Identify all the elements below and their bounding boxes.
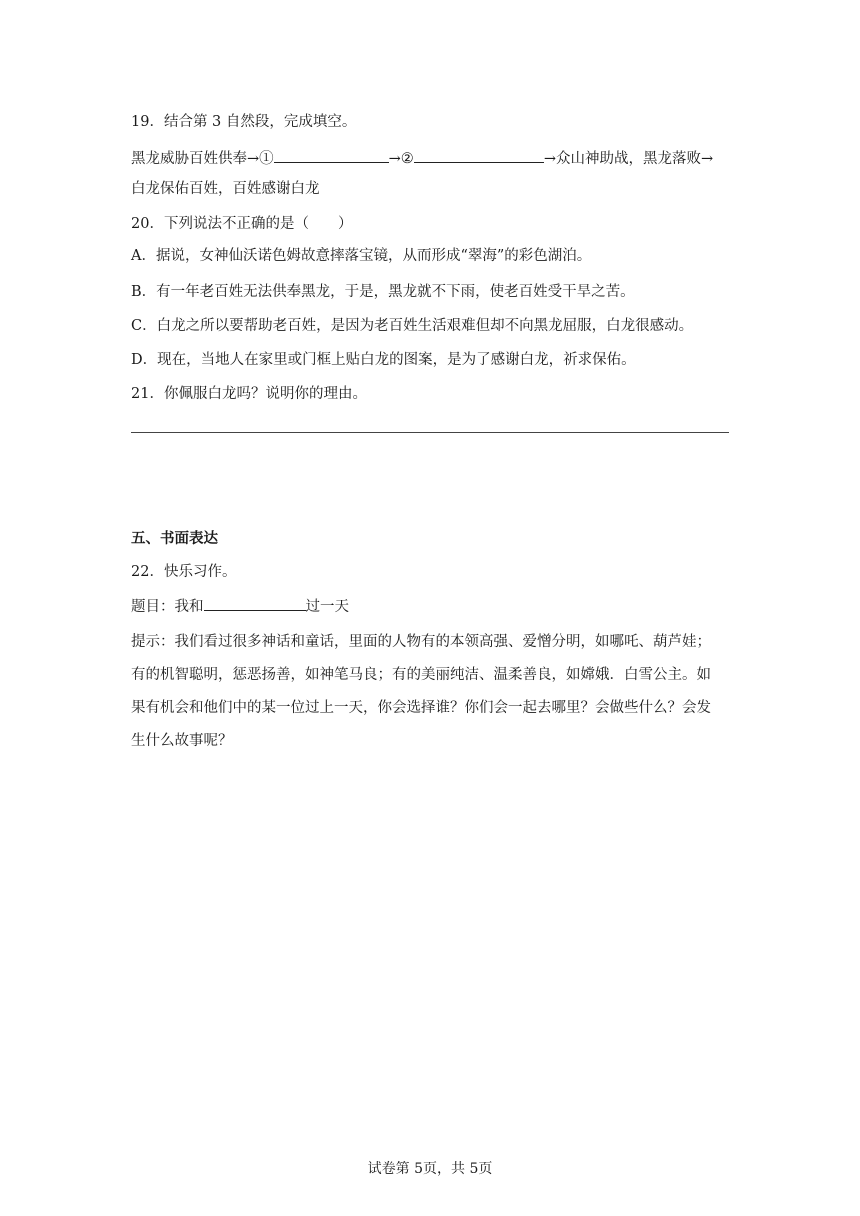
question-22-topic bbox=[131, 596, 349, 617]
page-footer: 试卷第 5页，共 5页 bbox=[367, 1161, 493, 1177]
hint-line-2: 有的机智聪明，惩恶扬善，如神笔马良；有的美丽纯洁、温柔善良，如嫦娥．白雪公主。如 bbox=[131, 667, 711, 683]
option-c: C．白龙之所以要帮助老百姓，是因为老百姓生活艰难但却不向黑龙屈服，白龙很感动。 bbox=[131, 318, 694, 334]
blank-1[interactable] bbox=[274, 148, 389, 163]
option-a: A．据说，女神仙沃诺色姆故意摔落宝镜，从而形成“翠海”的彩色湖泊。 bbox=[131, 248, 592, 264]
option-d: D．现在，当地人在家里或门框上贴白龙的图案，是为了感谢白龙，祈求保佑。 bbox=[131, 352, 636, 368]
hint-line-1: 提示：我们看过很多神话和童话，里面的人物有的本领高强、爱憎分明，如哪吒、葫芦娃； bbox=[131, 634, 711, 650]
flow-part-a: 黑龙威胁百姓供奉→① bbox=[131, 151, 274, 167]
question-22-title: 22．快乐习作。 bbox=[131, 564, 237, 580]
blank-2[interactable] bbox=[414, 148, 544, 163]
flow-part-b: →② bbox=[388, 151, 414, 167]
hint-line-3: 果有机会和他们中的某一位过上一天，你会选择谁？你们会一起去哪里？会做些什么？会发 bbox=[131, 700, 711, 716]
question-20-title: 20．下列说法不正确的是（ ） bbox=[131, 216, 353, 232]
topic-blank[interactable] bbox=[204, 596, 306, 611]
topic-prefix: 题目：我和 bbox=[131, 599, 204, 615]
question-19-title: 19．结合第 3 自然段，完成填空。 bbox=[131, 114, 357, 130]
question-19-flow bbox=[131, 148, 713, 169]
flow-part-c: →众山神助战，黑龙落败→ bbox=[543, 151, 714, 167]
answer-line-21[interactable] bbox=[131, 432, 729, 433]
topic-suffix: 过一天 bbox=[305, 599, 349, 615]
question-21-title: 21．你佩服白龙吗？说明你的理由。 bbox=[131, 386, 367, 402]
hint-line-4: 生什么故事呢？ bbox=[131, 733, 233, 749]
option-b: B．有一年老百姓无法供奉黑龙，于是，黑龙就不下雨，使老百姓受干旱之苦。 bbox=[131, 284, 635, 300]
section-5-heading: 五、书面表达 bbox=[131, 530, 218, 547]
question-19-flow-line2: 白龙保佑百姓，百姓感谢白龙 bbox=[131, 181, 320, 197]
